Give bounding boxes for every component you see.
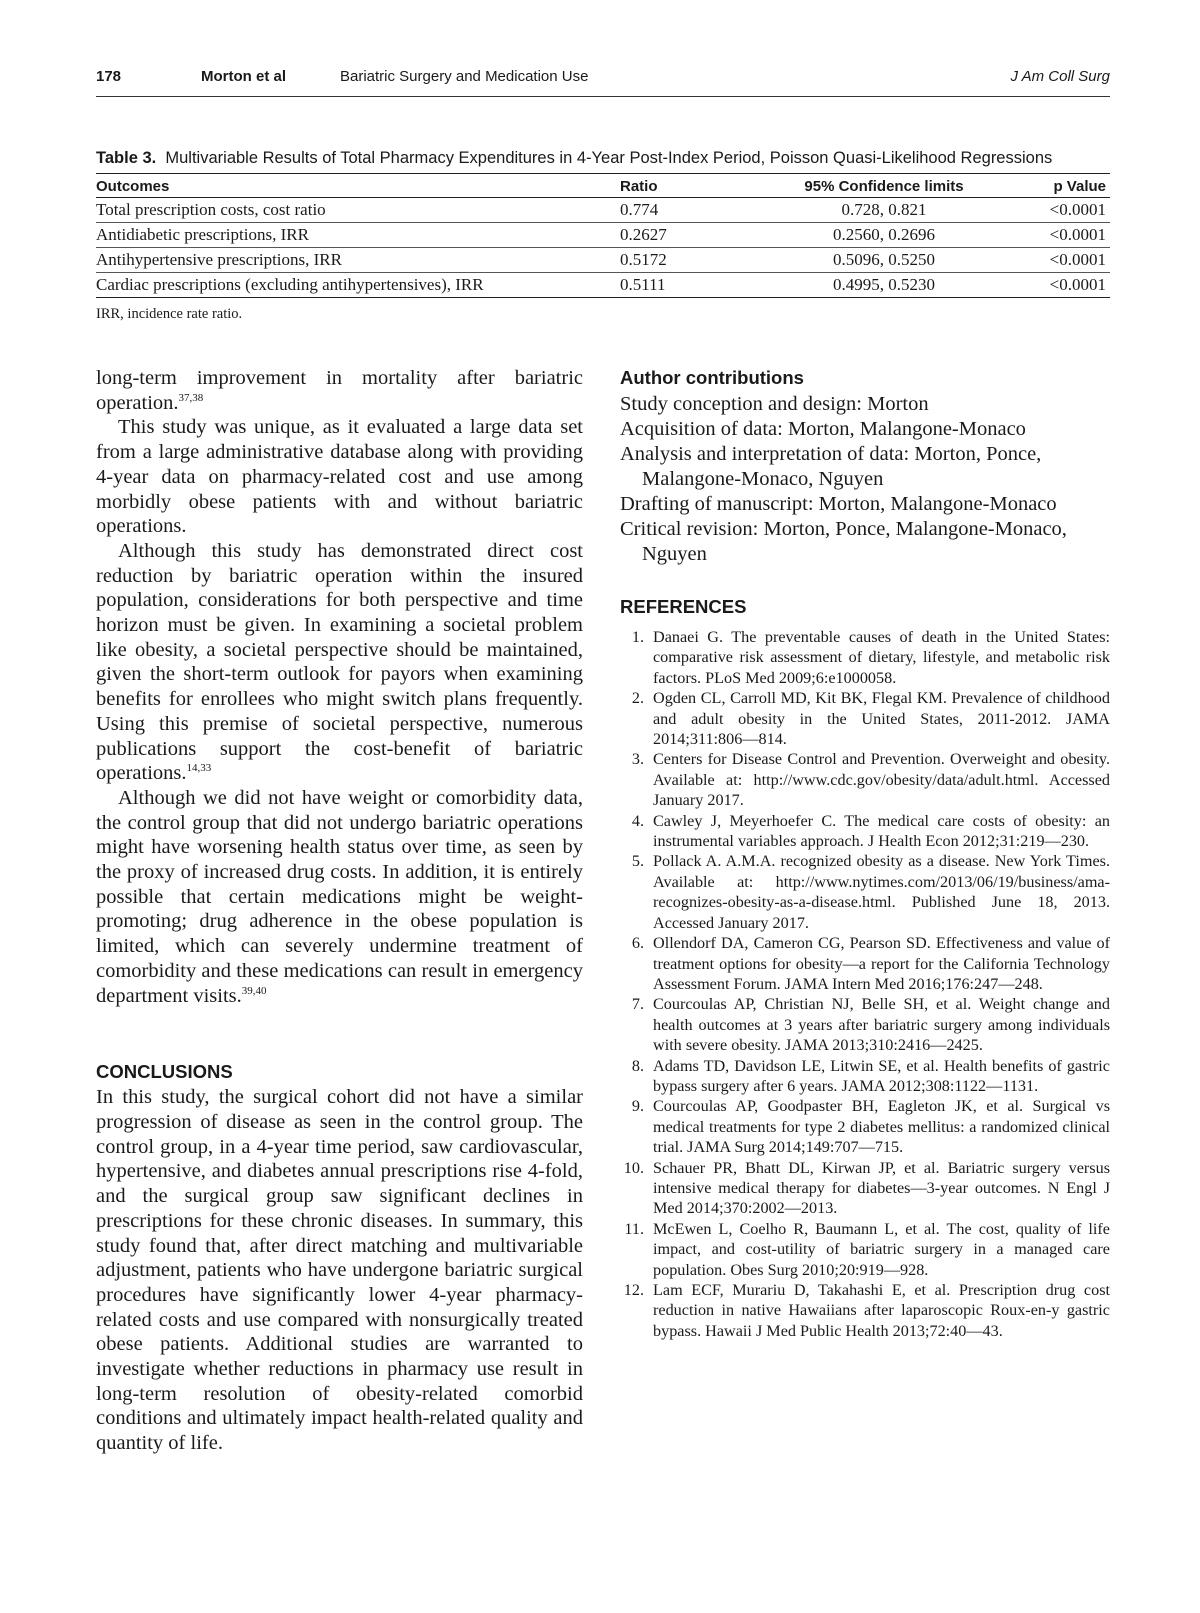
cell-ci: 0.728, 0.821 [764, 198, 1008, 223]
citation: 39,40 [241, 984, 267, 997]
reference-text: Schauer PR, Bhatt DL, Kirwan JP, et al. Bariatric surgery versus intensive medical therapy for diabetes—3-year outcomes. N Engl J Med 2014;370:2002—2013. [653, 1158, 1110, 1218]
body-paragraph [96, 786, 583, 1008]
paragraph-text: long-term improvement in mortality after bariatric operation. [96, 367, 583, 414]
citation: 37,38 [178, 391, 204, 404]
table-row [96, 198, 1110, 223]
list-item: Study conception and design: Morton [620, 393, 929, 415]
cell-ci: 0.2560, 0.2696 [764, 223, 1008, 248]
page-number: 178 [96, 68, 122, 85]
right-column [620, 366, 1110, 1341]
list-item: Critical revision: Morton, Ponce, Malangone-Monaco, Nguyen [620, 518, 1067, 565]
reference-number: 4. [631, 811, 644, 830]
conclusions-heading: CONCLUSIONS [96, 1061, 233, 1083]
reference-text: Courcoulas AP, Goodpaster BH, Eagleton JK, et al. Surgical vs medical treatments for type 2 diabetes mellitus: a randomized clinical trial. JAMA Surg 2014;149:707—715. [653, 1097, 1110, 1157]
reference-item [620, 627, 1110, 688]
col-header-outcomes: Outcomes [96, 174, 620, 198]
table-header-row [96, 174, 1110, 198]
reference-text: Lam ECF, Murariu D, Takahashi E, et al. Prescription drug cost reduction in native Hawaiians after laparoscopic Roux-en-y gastric bypass. Hawaii J Med Public Health 2013;72:40—43. [653, 1281, 1110, 1340]
paragraph-text: Although this study has demonstrated direct cost reduction by bariatric operation within the insured population, considerations for both perspective and time horizon must be given. In examining a societal problem like obesity, a societal perspective should be maintained, given the short-term outlook for payors when examining benefits for enrollees who might switch plans frequently. Using this premise of societal perspective, numerous publications support the cost-benefit of bariatric operations. [96, 539, 583, 785]
cell-outcome: Antidiabetic prescriptions, IRR [96, 223, 620, 248]
cell-ci: 0.5096, 0.5250 [764, 248, 1008, 273]
conclusions-paragraph: In this study, the surgical cohort did not have a similar progression of disease as seen in the control group. The control group, in a 4-year time period, saw cardiovascular, hypertensive, and diabetes annual prescriptions rise 4-fold, and the surgical group saw significant declines in prescriptions for these chronic diseases. In summary, this study found that, after direct matching and multivariable adjustment, patients who have undergone bariatric surgical procedures have significantly lower 4-year pharmacy-related costs and use compared with nonsurgically treated obese patients. Additional studies are warranted to investigate whether reductions in pharmacy use result in long-term resolution of obesity-related comorbid conditions and ultimately impact health-related quality and quantity of life. [96, 1086, 583, 1455]
reference-item [620, 851, 1110, 933]
list-item: Acquisition of data: Morton, Malangone-Monaco [620, 418, 1026, 440]
reference-text: Centers for Disease Control and Prevention. Overweight and obesity. Available at: http://www.cdc.gov/obesity/data/adult.html. Accessed January 2017. [653, 750, 1110, 810]
reference-number: 2. [631, 689, 644, 708]
reference-item [620, 1158, 1110, 1219]
table-row [96, 248, 1110, 273]
reference-number: 8. [631, 1056, 644, 1075]
reference-number: 3. [631, 750, 644, 769]
col-header-pvalue: p Value [1008, 174, 1110, 198]
reference-text: McEwen L, Coelho R, Baumann L, et al. The cost, quality of life impact, and cost-utility of bariatric surgery in a managed care population. Obes Surg 2010;20:919—928. [653, 1219, 1110, 1279]
cell-pvalue: <0.0001 [1008, 248, 1110, 273]
cell-outcome: Total prescription costs, cost ratio [96, 198, 620, 223]
reference-number: 1. [631, 628, 644, 646]
body-paragraph: This study was unique, as it evaluated a large data set from a large administrative database along with providing 4-year data on pharmacy-related cost and use among morbidly obese patients with and without bariatric operations. [96, 416, 583, 538]
reference-number: 5. [631, 852, 644, 871]
table-caption-text: Multivariable Results of Total Pharmacy Expenditures in 4-Year Post-Index Period, Poisson Quasi-Likelihood Regressions [165, 149, 1053, 167]
reference-text: Ollendorf DA, Cameron CG, Pearson SD. Effectiveness and value of treatment options for obesity—a report for the California Technology Assessment Forum. JAMA Intern Med 2016;176:247—248. [653, 934, 1110, 993]
reference-text: Courcoulas AP, Christian NJ, Belle SH, et al. Weight change and health outcomes at 3 years after bariatric surgery among individuals with severe obesity. JAMA 2013;310:2416—2425. [653, 995, 1110, 1055]
cell-ratio: 0.774 [620, 198, 764, 223]
reference-item [620, 1219, 1110, 1280]
running-header [96, 68, 1110, 92]
body-paragraph [96, 366, 583, 415]
table-label: Table 3. [96, 149, 157, 167]
cell-pvalue: <0.0001 [1008, 273, 1110, 298]
table-row [96, 223, 1110, 248]
cell-pvalue: <0.0001 [1008, 198, 1110, 223]
references-heading: REFERENCES [620, 596, 747, 617]
running-title: Bariatric Surgery and Medication Use [340, 68, 589, 85]
journal-name: J Am Coll Surg [1010, 68, 1110, 85]
reference-item [620, 994, 1110, 1055]
reference-number: 6. [631, 934, 644, 953]
table-3 [96, 148, 1110, 323]
body-paragraph [96, 539, 583, 786]
citation: 14,33 [186, 762, 212, 775]
reference-item [620, 1280, 1110, 1341]
reference-item [620, 811, 1110, 852]
table-row [96, 273, 1110, 298]
reference-number: 7. [631, 995, 644, 1014]
cell-ratio: 0.5111 [620, 273, 764, 298]
reference-number: 11. [624, 1219, 644, 1238]
col-header-ratio: Ratio [620, 174, 764, 198]
table-footnote: IRR, incidence rate ratio. [96, 306, 243, 322]
reference-number: 9. [631, 1097, 644, 1116]
paragraph-text: Although we did not have weight or comorbidity data, the control group that did not undergo bariatric operations might have worsening health status over time, as seen by the proxy of increased drug costs. In addition, it is entirely possible that certain medications might be weight-promoting; drug adherence in the obese population is limited, which can severely undermine treatment of comorbidity and these medications can result in emergency department visits. [96, 786, 583, 1007]
header-divider [96, 96, 1110, 97]
left-column [96, 366, 583, 1456]
references-list [620, 627, 1110, 1341]
reference-item [620, 1096, 1110, 1157]
cell-pvalue: <0.0001 [1008, 223, 1110, 248]
reference-text: Cawley J, Meyerhoefer C. The medical care costs of obesity: an instrumental variables approach. J Health Econ 2012;31:219—230. [653, 811, 1110, 851]
cell-outcome: Antihypertensive prescriptions, IRR [96, 248, 620, 273]
cell-ratio: 0.5172 [620, 248, 764, 273]
list-item: Analysis and interpretation of data: Morton, Ponce, Malangone-Monaco, Nguyen [620, 443, 1042, 490]
cell-outcome: Cardiac prescriptions (excluding antihypertensives), IRR [96, 273, 620, 298]
cell-ci: 0.4995, 0.5230 [764, 273, 1008, 298]
reference-item [620, 749, 1110, 810]
cell-ratio: 0.2627 [620, 223, 764, 248]
table-caption [96, 148, 1110, 168]
running-authors: Morton et al [201, 68, 286, 85]
col-header-ci: 95% Confidence limits [764, 174, 1008, 198]
reference-item [620, 1056, 1110, 1097]
reference-item [620, 933, 1110, 994]
reference-text: Danaei G. The preventable causes of death in the United States: comparative risk assessment of dietary, lifestyle, and metabolic risk factors. PLoS Med 2009;6:e1000058. [653, 628, 1110, 687]
reference-text: Adams TD, Davidson LE, Litwin SE, et al. Health benefits of gastric bypass surgery after 6 years. JAMA 2012;308:1122—1131. [653, 1056, 1110, 1095]
reference-number: 10. [623, 1158, 644, 1177]
results-table [96, 173, 1110, 298]
author-contributions-heading: Author contributions [620, 367, 804, 388]
reference-item [620, 688, 1110, 749]
list-item: Drafting of manuscript: Morton, Malangone-Monaco [620, 493, 1057, 515]
reference-text: Pollack A. A.M.A. recognized obesity as a disease. New York Times. Available at: http://www.nytimes.com/2013/06/19/business/ama-recognizes-obesity-as-a-disease.html. Published June 18, 2013. Accessed January 2017. [653, 852, 1110, 932]
author-contributions-list [620, 392, 1110, 567]
reference-text: Ogden CL, Carroll MD, Kit BK, Flegal KM. Prevalence of childhood and adult obesity in the United States, 2011-2012. JAMA 2014;311:806—814. [653, 689, 1110, 749]
reference-number: 12. [623, 1281, 644, 1299]
